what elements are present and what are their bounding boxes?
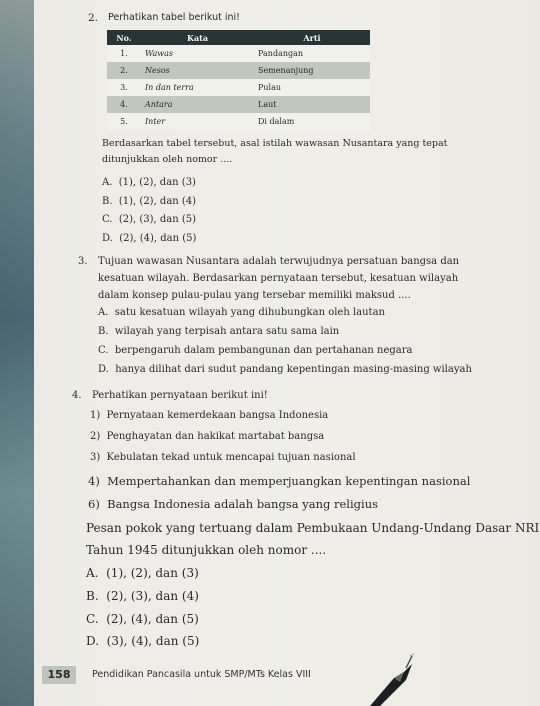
option-text: (2), (3), dan (5) (118, 214, 197, 225)
table-cell-kata: Antara (141, 96, 254, 113)
option-letter: A. (102, 177, 113, 188)
table-cell-kata: Nesos (141, 62, 254, 79)
table-cell-no: 2. (107, 62, 141, 79)
option-text: hanya dilihat dari sudut pandang kepentingan masing-masing wilayah (115, 364, 472, 375)
option-letter: D. (102, 233, 113, 244)
table-cell-arti: Pulau (254, 79, 370, 96)
q4-statement (88, 474, 470, 488)
table-cell-no: 5. (107, 113, 141, 130)
option-letter: B. (102, 196, 113, 207)
option-text: (2), (3), dan (4) (106, 589, 199, 603)
q4-number: 4. (72, 390, 82, 401)
q2-stem-line2: ditunjukkan oleh nomor .... (102, 154, 233, 165)
table-row (107, 45, 370, 62)
option-letter: C. (98, 345, 109, 356)
q4-option-c[interactable] (86, 612, 199, 626)
q4-stem-line1: Pesan pokok yang tertuang dalam Pembukaan Undang-Undang Dasar NRI (86, 521, 540, 535)
option-letter: D. (86, 634, 100, 648)
table-cell-arti: Di dalam (254, 113, 370, 130)
statement-text: Penghayatan dan hakikat martabat bangsa (106, 431, 325, 442)
q4-statement (88, 497, 378, 511)
q3-stem-line3: dalam konsep pulau-pulau yang tersebar memiliki maksud .... (98, 290, 411, 301)
q2-prompt: Perhatikan tabel berikut ini! (108, 12, 240, 23)
table-cell-kata: Wawas (141, 45, 254, 62)
option-letter: C. (86, 612, 99, 626)
table-row (107, 62, 370, 79)
table-cell-arti: Laut (254, 96, 370, 113)
book-binding-shadow (0, 0, 34, 706)
q4-statement (90, 410, 328, 421)
statement-number: 3) (90, 452, 101, 463)
q4-stem-line2: Tahun 1945 ditunjukkan oleh nomor .... (86, 543, 327, 557)
table-row (107, 79, 370, 96)
statement-number: 6) (88, 497, 100, 511)
table-cell-arti: Pandangan (254, 45, 370, 62)
statement-number: 2) (90, 431, 101, 442)
q3-option-b[interactable] (98, 326, 339, 337)
page-number: 158 (42, 666, 76, 684)
option-text: satu kesatuan wilayah yang dihubungkan oleh lautan (114, 307, 385, 318)
table-header-no: No. (107, 30, 141, 45)
q4-statement (90, 431, 324, 442)
table-row (107, 113, 370, 130)
q3-option-c[interactable] (98, 345, 413, 356)
option-letter: C. (102, 214, 113, 225)
q4-option-a[interactable] (86, 566, 199, 580)
q2-option-c[interactable] (102, 214, 196, 225)
q3-option-d[interactable] (98, 364, 472, 375)
pen-icon (360, 650, 440, 706)
option-text: (1), (2), dan (4) (118, 196, 197, 207)
q3-stem-line2: kesatuan wilayah. Berdasarkan pernyataan tersebut, kesatuan wilayah (98, 273, 459, 284)
option-letter: B. (98, 326, 109, 337)
table-row (107, 96, 370, 113)
option-letter: A. (86, 566, 99, 580)
option-text: (1), (2), dan (3) (118, 177, 196, 188)
option-letter: D. (98, 364, 109, 375)
q4-prompt: Perhatikan pernyataan berikut ini! (92, 390, 268, 401)
q3-number: 3. (78, 256, 88, 267)
option-text: (2), (4), dan (5) (106, 612, 199, 626)
q4-statement (90, 452, 356, 463)
footer-book-title: Pendidikan Pancasila untuk SMP/MTs Kelas VIII (92, 669, 311, 680)
q3-stem-line1: Tujuan wawasan Nusantara adalah terwujudnya persatuan bangsa dan (98, 256, 460, 267)
q2-number: 2. (88, 12, 99, 24)
option-text: (1), (2), dan (3) (106, 566, 199, 580)
q2-stem-line1: Berdasarkan tabel tersebut, asal istilah wawasan Nusantara yang tepat (102, 138, 448, 149)
table-cell-kata: Inter (141, 113, 254, 130)
option-letter: A. (98, 307, 109, 318)
option-text: berpengaruh dalam pembangunan dan pertahanan negara (114, 345, 413, 356)
table-cell-kata: In dan terra (141, 79, 254, 96)
table-cell-no: 1. (107, 45, 141, 62)
table-cell-arti: Semenanjung (254, 62, 370, 79)
term-table (107, 30, 370, 130)
q2-option-a[interactable] (102, 177, 196, 188)
table-header-arti: Arti (254, 30, 370, 45)
q4-option-b[interactable] (86, 589, 199, 603)
table-cell-no: 4. (107, 96, 141, 113)
statement-text: Pernyataan kemerdekaan bangsa Indonesia (106, 410, 329, 421)
q2-option-d[interactable] (102, 233, 196, 244)
q4-option-d[interactable] (86, 634, 199, 648)
option-text: wilayah yang terpisah antara satu sama lain (114, 326, 340, 337)
statement-text: Kebulatan tekad untuk mencapai tujuan nasional (106, 452, 356, 463)
statement-text: Mempertahankan dan memperjuangkan kepentingan nasional (107, 474, 471, 488)
q2-option-b[interactable] (102, 196, 196, 207)
statement-number: 4) (88, 474, 100, 488)
table-cell-no: 3. (107, 79, 141, 96)
option-text: (3), (4), dan (5) (106, 634, 200, 648)
statement-number: 1) (90, 410, 101, 421)
statement-text: Bangsa Indonesia adalah bangsa yang religius (107, 497, 379, 511)
q3-option-a[interactable] (98, 307, 385, 318)
option-text: (2), (4), dan (5) (119, 233, 197, 244)
table-header-kata: Kata (141, 30, 254, 45)
option-letter: B. (86, 589, 99, 603)
